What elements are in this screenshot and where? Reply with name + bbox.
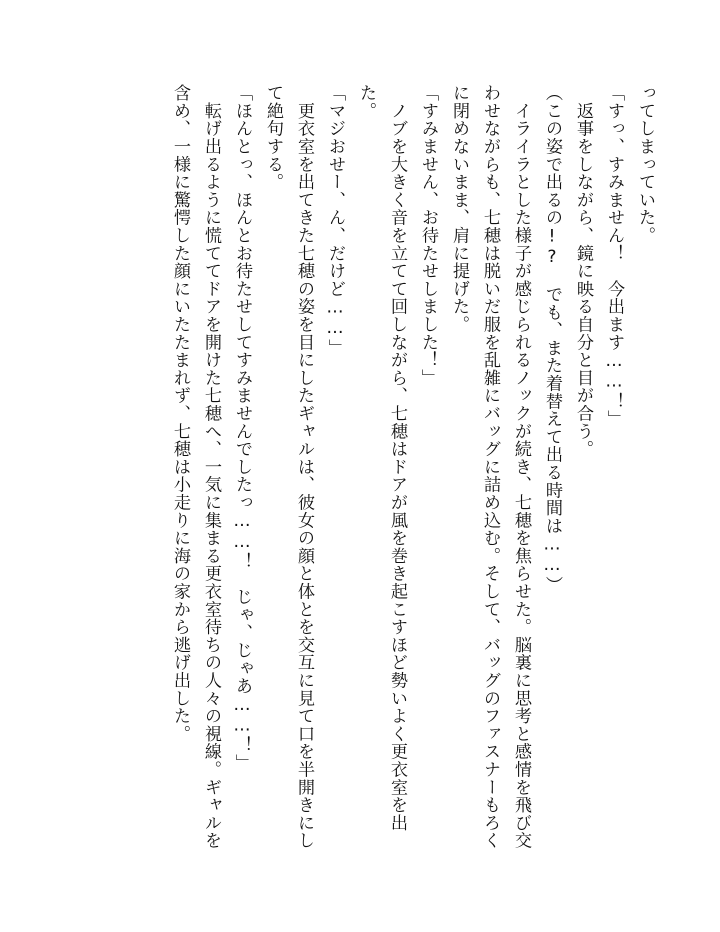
text-line-15: 転げ出るように慌ててドアを開けた七穂へ、一気に集まる更衣室待ちの人々の視線。ギャルを <box>201 84 221 850</box>
text-line-2: 「すっ、すみません！ 今出ます……！」 <box>604 84 624 428</box>
text-line-13: て絶句する。 <box>263 84 283 191</box>
text-line-3: 返事をしながら、鏡に映る自分と目が合う。 <box>573 84 593 458</box>
text-line-5: イライラとした様子が感じられるノックが続き、七穂を焦らせた。脳裏に思考と感情を飛び交 <box>511 84 531 850</box>
text-line-1: ってしまっていた。 <box>635 84 655 245</box>
text-line-12: 更衣室を出てきた七穂の姿を目にしたギャルは、彼女の顔と体とを交互に見て口を半開きにし <box>294 84 314 850</box>
text-line-8: 「すみません、お待たせしました！」 <box>418 84 438 387</box>
text-line-10: た。 <box>356 84 376 120</box>
text-line-6: わせながらも、七穂は脱いだ服を乱雑にバッグに詰め込む。そして、バッグのファスナーもろく <box>480 84 500 850</box>
text-line-7: に閉めないまま、肩に提げた。 <box>449 84 469 334</box>
text-line-16: 含め、一様に驚愕した顔にいたたまれず、七穂は小走りに海の家から逃げ出した。 <box>170 84 190 743</box>
text-line-4: （この姿で出るの!? でも、また着替えて出る時間は……） <box>542 84 562 594</box>
text-line-14: 「ほんとっ、ほんとお待たせしてすみませんでしたっ……！ じゃ、じゃあ……！」 <box>232 84 252 772</box>
text-line-9: ノブを大きく音を立てて回しながら、七穂はドアが風を巻き起こすほど勢いよく更衣室を出 <box>387 84 407 832</box>
text-line-11: 「マジおせー、ん、だけど……」 <box>325 84 345 357</box>
